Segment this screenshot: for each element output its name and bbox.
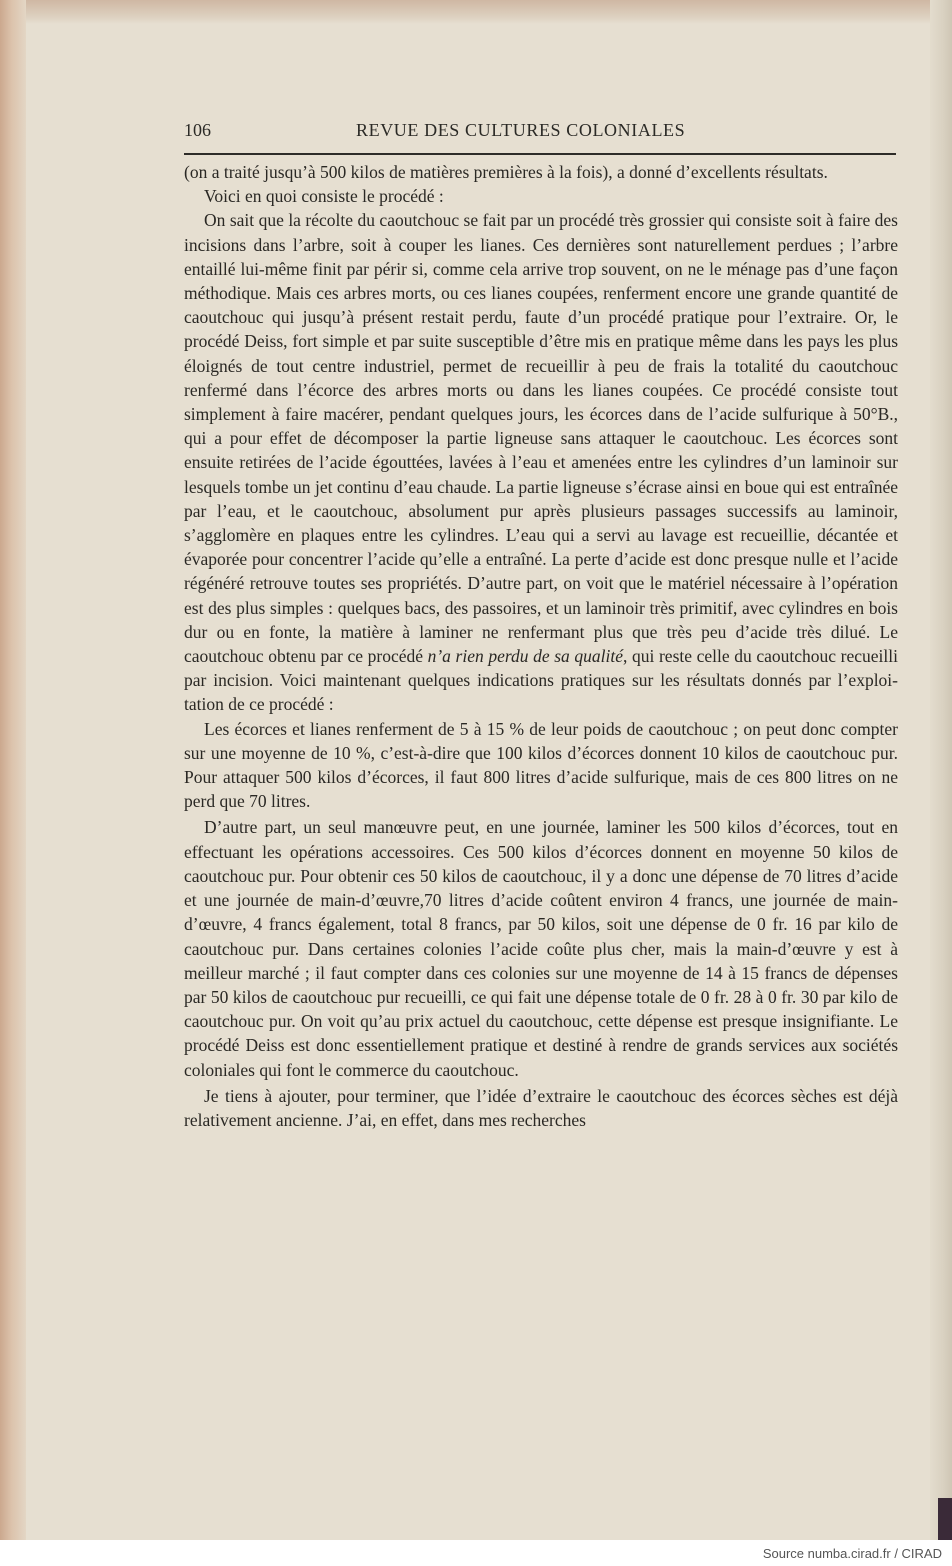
header-rule [184, 153, 896, 155]
page-top-edge [0, 0, 952, 24]
paragraph-costs: D’autre part, un seul manœuvre peut, en une journée, laminer les 500 kilos d’écorces, tout en effectuant les opérations accessoires. Ces 500 kilos d’écorces donnent en moyenne 50 kilos de caoutchouc pur. Pour obtenir ces 50 kilos de caoutchouc, il y a donc une dépense de 70 litres d’acide et une journée de main-d’œuvre,70 litres d’acide coûtent environ 4 francs, une journée de main-d’œuvre, 4 francs également, total 8 francs, par 50 kilos, soit une dépense de 0 fr. 16 par kilo de caoutchouc pur. Dans certaines colonies l’acide coûte plus cher, mais la main-d’œuvre y est à meilleur marché ; il faut compter dans ces colonies sur une moyenne de 14 à 15 francs de dépenses par 50 kilos de caoutchouc pur recueilli, ce qui fait une dépense totale de 0 fr. 28 à 0 fr. 30 par kilo de caoutchouc pur. On voit qu’au prix actuel du caoutchouc, cette dépense est presque insignifiante. Le procédé Deiss est donc essentiellement pratique et destiné à rendre de grands services aux sociétés coloniales qui font le commerce du caoutchouc. [184, 817, 898, 1080]
paragraph-intro: Voici en quoi consiste le procédé : [204, 186, 444, 207]
process-text-italic: n’a rien perdu de sa qualité [427, 646, 624, 667]
paragraph-yield: Les écorces et lianes renferment de 5 à 15 % de leur poids de caoutchouc ; on peut donc compter sur une moyenne de 10 %, c’est-à-dire que 100 kilos d’écorces donnent 10 kilos de caoutchouc pur. Pour attaquer 500 kilos d’écorces, il faut 800 litres d’acide sulfurique, mais de ces 800 litres on ne perd que 70 litres. [184, 718, 898, 812]
page-number: 106 [184, 120, 211, 140]
source-credit: Source numba.cirad.fr / CIRAD [762, 1546, 942, 1561]
page-left-edge [0, 0, 26, 1540]
page-right-edge [930, 0, 952, 1540]
paragraph-conclusion: Je tiens à ajouter, pour terminer, que l’idée d’extraire le caoutchouc des écorces sèches est déjà relativement ancienne. J’ai, en effet, dans mes recherches [184, 1085, 898, 1130]
binding-strip [938, 1498, 952, 1540]
process-text-start: On sait que la récolte du caoutchouc se fait par un procédé très grossier qui consiste soit à faire des incisions dans l’arbre, soit à couper les lianes. Ces dernières sont naturellement perdues ; l’arbre entaillé lui-même finit par périr si, comme cela arrive trop souvent, on ne le ménage pas d’une façon méthodique. Mais ces arbres morts, ou ces lianes coupées, renferment encore une grande quantité de caoutchouc qui jusqu’à présent restait perdu, faute d’un procédé pratique pour l’extraire. Or, le procédé Deiss, fort simple et par suite susceptible d’être mis en pratique même dans les pays les plus éloignés de tout centre industriel, permet de recueillir à peu de frais la totalité du caoutchouc renfermé dans l’écorce des arbres morts ou dans les lianes coupées. Ce procédé consiste tout simplement à faire macérer, pendant quelques jours, les écorces dans de l’acide sulfurique à 50°B., qui a pour effet de décomposer la partie ligneuse sans attaquer le caoutchouc. Les écorces sont ensuite retirées de l’acide égouttées, lavées à l’eau et amenées entre les cylindres d’un laminoir sur lesquels tombe un jet continu d’eau chaude. La partie ligneuse s’écrase ainsi en boue qui est entraînée par l’eau, et le caoutchouc, absolument pur après plusieurs passages successifs au laminoir, s’agglomère en plaques entre les cylindres. L’eau qui a servi au lavage est recueillie, décantée et évaporée pour concentrer l’acide qu’elle a entraîné. La perte d’acide est donc presque nulle et l’acide régénéré retrouve toutes ses propriétés. D’autre part, on voit que le matériel nécessaire à l’opération est des plus simples : quelques bacs, des passoires, et un laminoir très primitif, avec cylindres en bois dur ou en fonte, la matière à laminer ne renfermant plus que très peu d’acide très dilué. Le caoutchouc obtenu par ce procédé [184, 210, 898, 667]
article-body [184, 160, 898, 1132]
paragraph-continuation: (on a traité jusqu’à 500 kilos de matières premières à la fois), a donné d’excellents résultats. [184, 162, 828, 182]
process-text-end: , qui reste celle du caoutchouc recueilli par incision. Voici maintenant quelques indications pratiques sur les résultats donnés par l’exploitation de ce procédé : [184, 646, 898, 715]
journal-title: REVUE DES CULTURES COLONIALES [356, 120, 686, 140]
running-head [184, 118, 896, 148]
paragraph-process [184, 208, 898, 716]
